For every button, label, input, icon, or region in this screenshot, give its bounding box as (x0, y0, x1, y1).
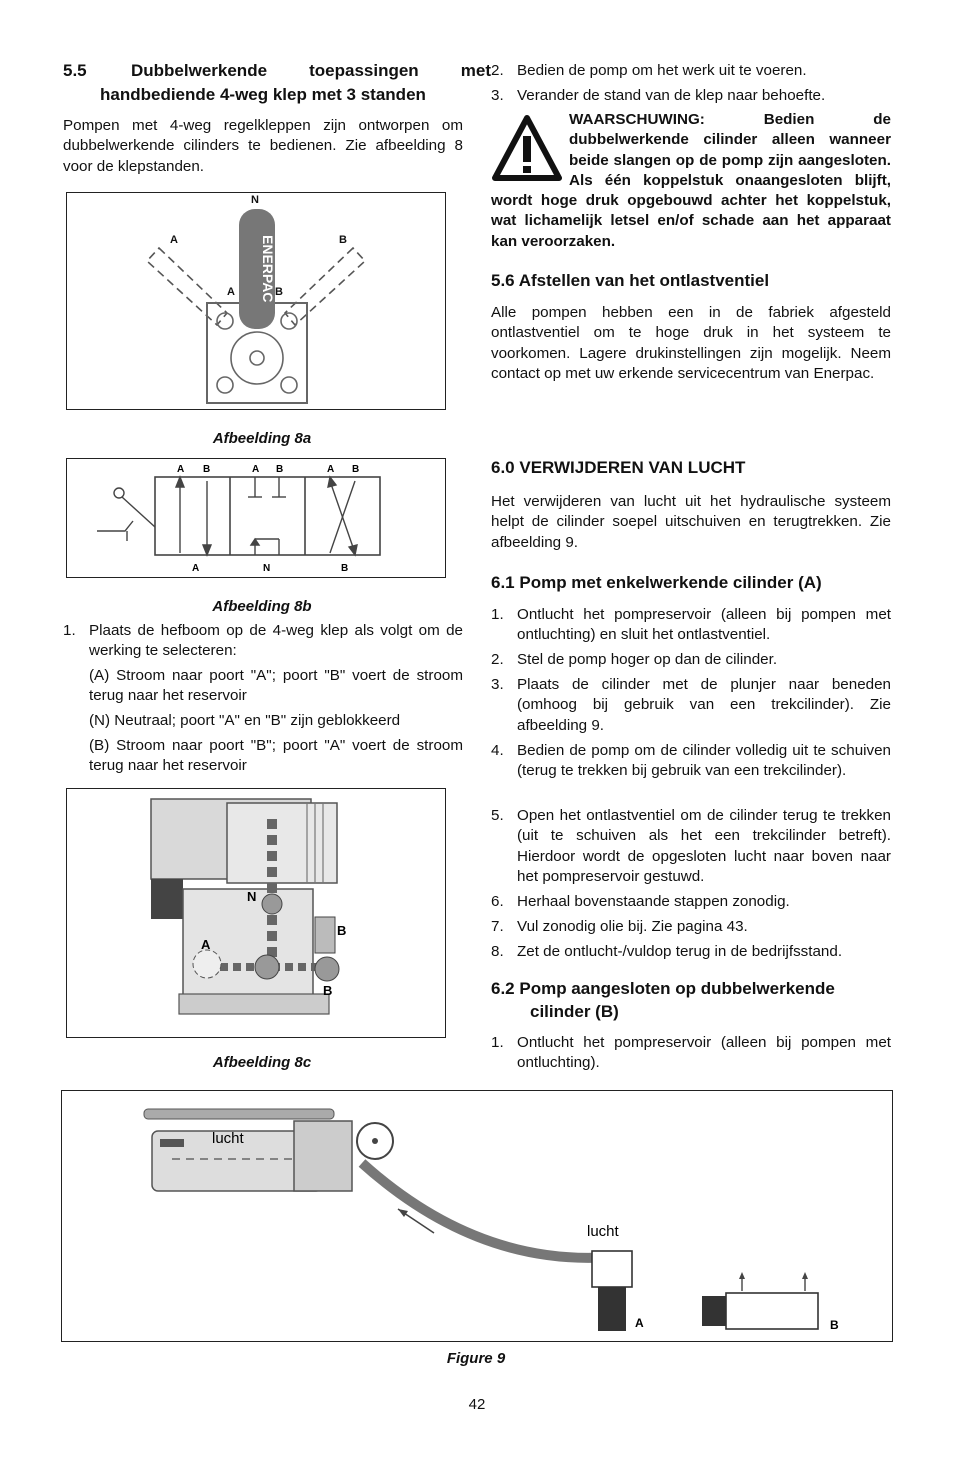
s61-list-item: 2. Stel de pomp hoger op dan de cilinder. (491, 651, 778, 668)
s61-list-item: 8. Zet de ontlucht-/vuldop terug in de bedrijfsstand. (491, 943, 843, 960)
fig8c-label-n: N (247, 889, 257, 904)
fig9-label-b: B (830, 1318, 839, 1332)
figure-8b-caption: Afbeelding 8b (212, 598, 312, 615)
s61-list-item: 6. Herhaal bovenstaande stappen zonodig. (491, 893, 790, 910)
option-n: (N) Neutraal; poort "A" en "B" zijn geblokkeerd (89, 712, 401, 729)
fig8a-brand: ENERPAC (260, 235, 276, 303)
fig8b-top-a3: A (327, 464, 335, 475)
fig8a-label-b: B (339, 234, 347, 246)
fig8b-top-b3: B (352, 464, 360, 475)
fig8b-bottom-n: N (263, 563, 271, 574)
fig9-label-a: A (635, 1316, 644, 1330)
list-item-3: 3. Verander de stand van de klep naar behoefte. (491, 87, 826, 104)
page-number: 42 (468, 1396, 486, 1413)
s61-list-item: 4. Bedien de pomp om de cilinder volledig uit te schuiven (terug te trekken bij gebruik van een trekcilinder). (491, 742, 891, 780)
option-b: (B) Stroom naar poort "B"; poort "A" voert de stroom terug naar het reservoir (89, 737, 463, 775)
valve-lever-drawing (67, 193, 445, 409)
fig8a-label-n: N (251, 194, 259, 206)
s61-list-item: 5. Open het ontlastventiel om de cilinder terug te trekken (uit te schuiven als het een trekcilinder betreft). Hierdoor wordt de opgesloten lucht naar boven naar het pompreservoir gestuwd. (491, 807, 891, 885)
warning-triangle-icon (491, 114, 563, 182)
fig8b-top-a1: A (177, 464, 185, 475)
s61-list-item: 7. Vul zonodig olie bij. Zie pagina 43. (491, 918, 748, 935)
figure-9-caption: Figure 9 (446, 1350, 506, 1367)
fig8b-top-b2: B (276, 464, 284, 475)
fig9-lucht-2: lucht (587, 1223, 619, 1240)
section-6-2-title-line1: 6.2 Pomp aangesloten op dubbelwerkende (491, 979, 835, 998)
list-item-1: 1. Plaats de hefboom op de 4-weg klep als volgt om de werking te selecteren: (63, 622, 463, 660)
section-5-5-intro: Pompen met 4-weg regelkleppen zijn ontworpen om dubbelwerkende cilinders te bedienen. Zie afbeelding 8 voor de klepstanden. (63, 117, 463, 175)
section-6-2-title-line2: cilinder (B) (530, 1002, 619, 1021)
figure-9 (61, 1090, 893, 1342)
figure-8c-caption: Afbeelding 8c (212, 1054, 312, 1071)
s62-list-item-1: 1. Ontlucht het pompreservoir (alleen bij pompen met ontluchting). (491, 1034, 891, 1072)
section-6-1-title: 6.1 Pomp met enkelwerkende cilinder (A) (491, 573, 822, 592)
section-6-0-title: 6.0 VERWIJDEREN VAN LUCHT (491, 458, 746, 477)
section-5-6-title: 5.6 Afstellen van het ontlastventiel (491, 271, 770, 290)
section-5-6-text: Alle pompen hebben een in de fabriek afgesteld ontlastventiel om te hoge druk in het systeem te voorkomen. Lagere drukinstellingen zijn mogelijk. Neem contact op met uw erkende servicecentrum van Enerpac. (491, 304, 891, 382)
section-6-0-text: Het verwijderen van lucht uit het hydraulische systeem helpt de cilinder soepel uitschuiven en terugtrekken. Zie afbeelding 9. (491, 493, 891, 551)
fig8b-bottom-b: B (341, 563, 349, 574)
valve-symbol-drawing (67, 459, 445, 577)
fig8a-label-b2: B (275, 286, 283, 298)
fig8b-top-a2: A (252, 464, 260, 475)
section-5-5-number: 5.5 (63, 61, 87, 80)
fig8c-label-b: B (337, 923, 347, 938)
fig8c-label-b2: B (323, 983, 333, 998)
warning-block: WAARSCHUWING: Bedien de dubbelwerkende cilinder alleen wanneer beide slangen op de pomp zijn aangesloten. Als één koppelstuk onaangesloten blijft, wordt hoge druk opgebouwd achter het koppelstuk, wat lichamelijk letsel en/of schade aan het apparaat kan veroorzaken. (491, 111, 891, 250)
fig9-lucht-1: lucht (212, 1130, 244, 1147)
s61-list-item: 3. Plaats de cilinder met de plunjer naar beneden (omhoog bij gebruik van een trekcilinder). Zie afbeelding 9. (491, 676, 891, 734)
pump-valve-drawing (67, 789, 445, 1037)
fig8b-bottom-a: A (192, 563, 200, 574)
section-5-5-title-line2: handbediende 4-weg klep met 3 standen (100, 85, 426, 104)
air-removal-drawing (62, 1091, 892, 1341)
figure-8c (66, 788, 446, 1038)
fig8b-top-b1: B (203, 464, 211, 475)
s61-list-item: 1. Ontlucht het pompreservoir (alleen bij pompen met ontluchting) en sluit het ontlastventiel. (491, 606, 891, 644)
list-item-2: 2. Bedien de pomp om het werk uit te voeren. (491, 62, 807, 79)
figure-8a (66, 192, 446, 410)
figure-8a-caption: Afbeelding 8a (212, 430, 312, 447)
fig8c-label-a: A (201, 937, 211, 952)
fig8a-label-a2: A (227, 286, 235, 298)
option-a: (A) Stroom naar poort "A"; poort "B" voert de stroom terug naar het reservoir (89, 667, 463, 705)
section-5-5-title-line1: Dubbelwerkende toepassingen met (131, 61, 491, 80)
fig8a-label-a: A (170, 234, 178, 246)
figure-8b (66, 458, 446, 578)
